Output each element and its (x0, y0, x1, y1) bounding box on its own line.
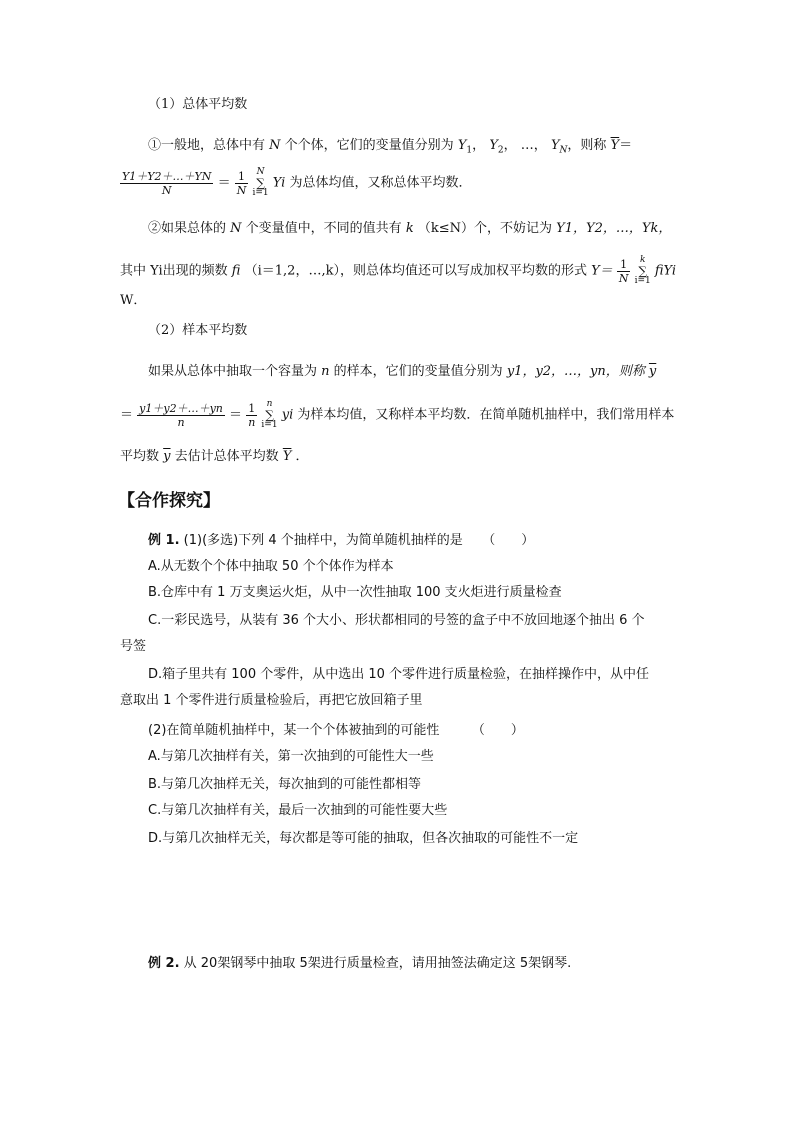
var-Y2: Y (489, 138, 498, 153)
fraction-numerator: 1 (246, 402, 257, 416)
fraction (617, 258, 631, 285)
option-item-continued: 号签 (120, 639, 147, 654)
question-text: 从 20架钢琴中抽取 5架进行质量检查，请用抽签法确定这 5架钢琴. (183, 956, 572, 971)
question-text: (1)(多选)下列 4 个抽样中，为简单随机抽样的是 （ ） (183, 533, 535, 548)
var-n: n (321, 364, 330, 379)
option-item: B.仓库中有 1 万支奥运火炬，从中一次性抽取 100 支火炬进行质量检查 (148, 585, 562, 600)
equals: ＝ (217, 175, 231, 191)
section-heading-sample-mean (148, 322, 247, 340)
var-ybar: $\overline{y}$ (163, 449, 171, 464)
example-label: 例 1. (148, 533, 180, 548)
fraction-denominator: N (161, 183, 172, 197)
sum-upper: k (639, 255, 646, 265)
option-item: A.与第几次抽样有关，第一次抽到的可能性大一些 (148, 749, 434, 764)
fraction (120, 170, 213, 197)
values-list: y1，y2，…，yn，则称 (506, 364, 645, 379)
sum-upper: n (266, 399, 273, 409)
var-yi: yi (281, 407, 294, 423)
sum-lower: i=1 (252, 188, 269, 198)
sum-lower: i=1 (634, 276, 651, 286)
var-Y1: Y (457, 138, 467, 153)
fraction-numerator: Y1＋Y2＋…＋YN (122, 169, 212, 183)
var-Ybar: $\overline{Y}$ (610, 138, 620, 153)
var-Yi: Yi (272, 175, 286, 191)
formula-line (120, 168, 471, 198)
text: 其中 Yi出现的频数 (120, 263, 228, 279)
text: W． (120, 293, 147, 308)
var-fi: fi (231, 263, 241, 279)
equals: ＝ (120, 407, 134, 423)
text: 去估计总体平均数 (174, 449, 279, 464)
option-item: D.箱子里共有 100 个零件，从中选出 10 个零件进行质量检验，在抽样操作中，从中任 (148, 667, 650, 682)
equals: ＝ (229, 407, 243, 423)
sep: ， (503, 138, 517, 153)
fraction (235, 170, 249, 197)
text: 个个体，它们的变量值分别为 (284, 138, 454, 153)
fraction-denominator: N (236, 183, 247, 197)
values-list: Y1，Y2，…，Yk， (556, 221, 672, 236)
option-item: C.与第几次抽样有关，最后一次抽到的可能性要大些 (148, 803, 448, 818)
sum-term: fiYi (654, 263, 677, 279)
sum-symbol: ∑ (265, 408, 274, 422)
var-N: N (269, 138, 281, 153)
sum-sign (252, 168, 268, 198)
option-item: B.与第几次抽样无关，每次抽到的可能性都相等 (148, 777, 422, 792)
heading-text: （2）样本平均数 (148, 323, 248, 338)
sum-symbol: ∑ (638, 264, 647, 278)
sep: ， (533, 138, 547, 153)
formula-line (120, 400, 674, 430)
text: ，则称 (567, 138, 607, 153)
var-YN: Y (550, 138, 560, 153)
example-2 (148, 955, 571, 973)
section-title-cooperative-exploration: 【合作探究】 (118, 491, 220, 511)
sum-symbol: ∑ (256, 176, 265, 190)
sum-sign (261, 400, 277, 430)
text: 如果从总体中抽取一个容量为 (148, 364, 318, 379)
paragraph-line: ①一般地，总体中有 N 个个体，它们的变量值分别为 $Y_1$， $Y_2$， …， $Y_N$，则称 $\overline{Y}=$ (148, 138, 633, 156)
sum-upper: N (256, 167, 265, 177)
paragraph-line (120, 256, 676, 286)
section-heading-population-mean (148, 96, 247, 114)
example-label: 例 2. (148, 956, 180, 971)
text: ． (295, 449, 309, 464)
example-1-question-2: (2)在简单随机抽样中，某一个个体被抽到的可能性 （ ） (148, 723, 524, 738)
sum-lower: i=1 (261, 420, 278, 430)
paragraph-line (120, 292, 146, 310)
fraction-denominator: n (177, 415, 185, 429)
fraction-denominator: n (248, 415, 256, 429)
text: ①一般地，总体中有 (148, 138, 266, 153)
option-item: A.从无数个个体中抽取 50 个个体作为样本 (148, 559, 394, 574)
fraction-numerator: y1＋y2＋…＋yn (139, 401, 223, 415)
option-item: D.与第几次抽样无关，每次都是等可能的抽取，但各次抽取的可能性不一定 (148, 831, 579, 846)
sum-sign (635, 256, 651, 286)
text: 为样本均值，又称样本平均数．在简单随机抽样中，我们常用样本 (297, 407, 675, 423)
text: 的样本，它们的变量值分别为 (333, 364, 503, 379)
fraction-numerator: 1 (235, 170, 249, 184)
var-k: k (405, 221, 414, 236)
text: （k≤N）个，不妨记为 (417, 221, 553, 236)
fraction-numerator: 1 (617, 258, 631, 272)
paragraph-line (148, 363, 656, 381)
var-N: N (230, 221, 242, 236)
var-Ybar: $\overline{Y}$ (282, 449, 292, 464)
fraction (246, 402, 257, 429)
text: ②如果总体的 (148, 221, 227, 236)
text: 为总体均值，又称总体平均数． (289, 175, 472, 191)
fraction-denominator: N (618, 271, 629, 285)
option-item-continued: 意取出 1 个零件进行质量检验后，再把它放回箱子里 (120, 693, 423, 708)
fraction (137, 402, 225, 429)
var-Ybar-equals: Y＝ (591, 263, 613, 279)
text: （i＝1,2，…,k），则总体均值还可以写成加权平均数的形式 (244, 263, 587, 279)
option-item: C.一彩民选号，从装有 36 个大小、形状都相同的号签的盒子中不放回地逐个抽出 6 个 (148, 613, 645, 628)
text: 平均数 (120, 449, 160, 464)
dots: … (520, 138, 534, 153)
paragraph-line (120, 448, 309, 466)
var-ybar: $\overline{y}$ (648, 364, 657, 379)
sep: ， (472, 138, 486, 153)
heading-text: （1）总体平均数 (148, 97, 248, 112)
equals: ＝ (619, 138, 633, 153)
example-1-question-1 (148, 532, 534, 550)
text: 个变量值中，不同的值共有 (245, 221, 402, 236)
paragraph-line (148, 220, 671, 238)
